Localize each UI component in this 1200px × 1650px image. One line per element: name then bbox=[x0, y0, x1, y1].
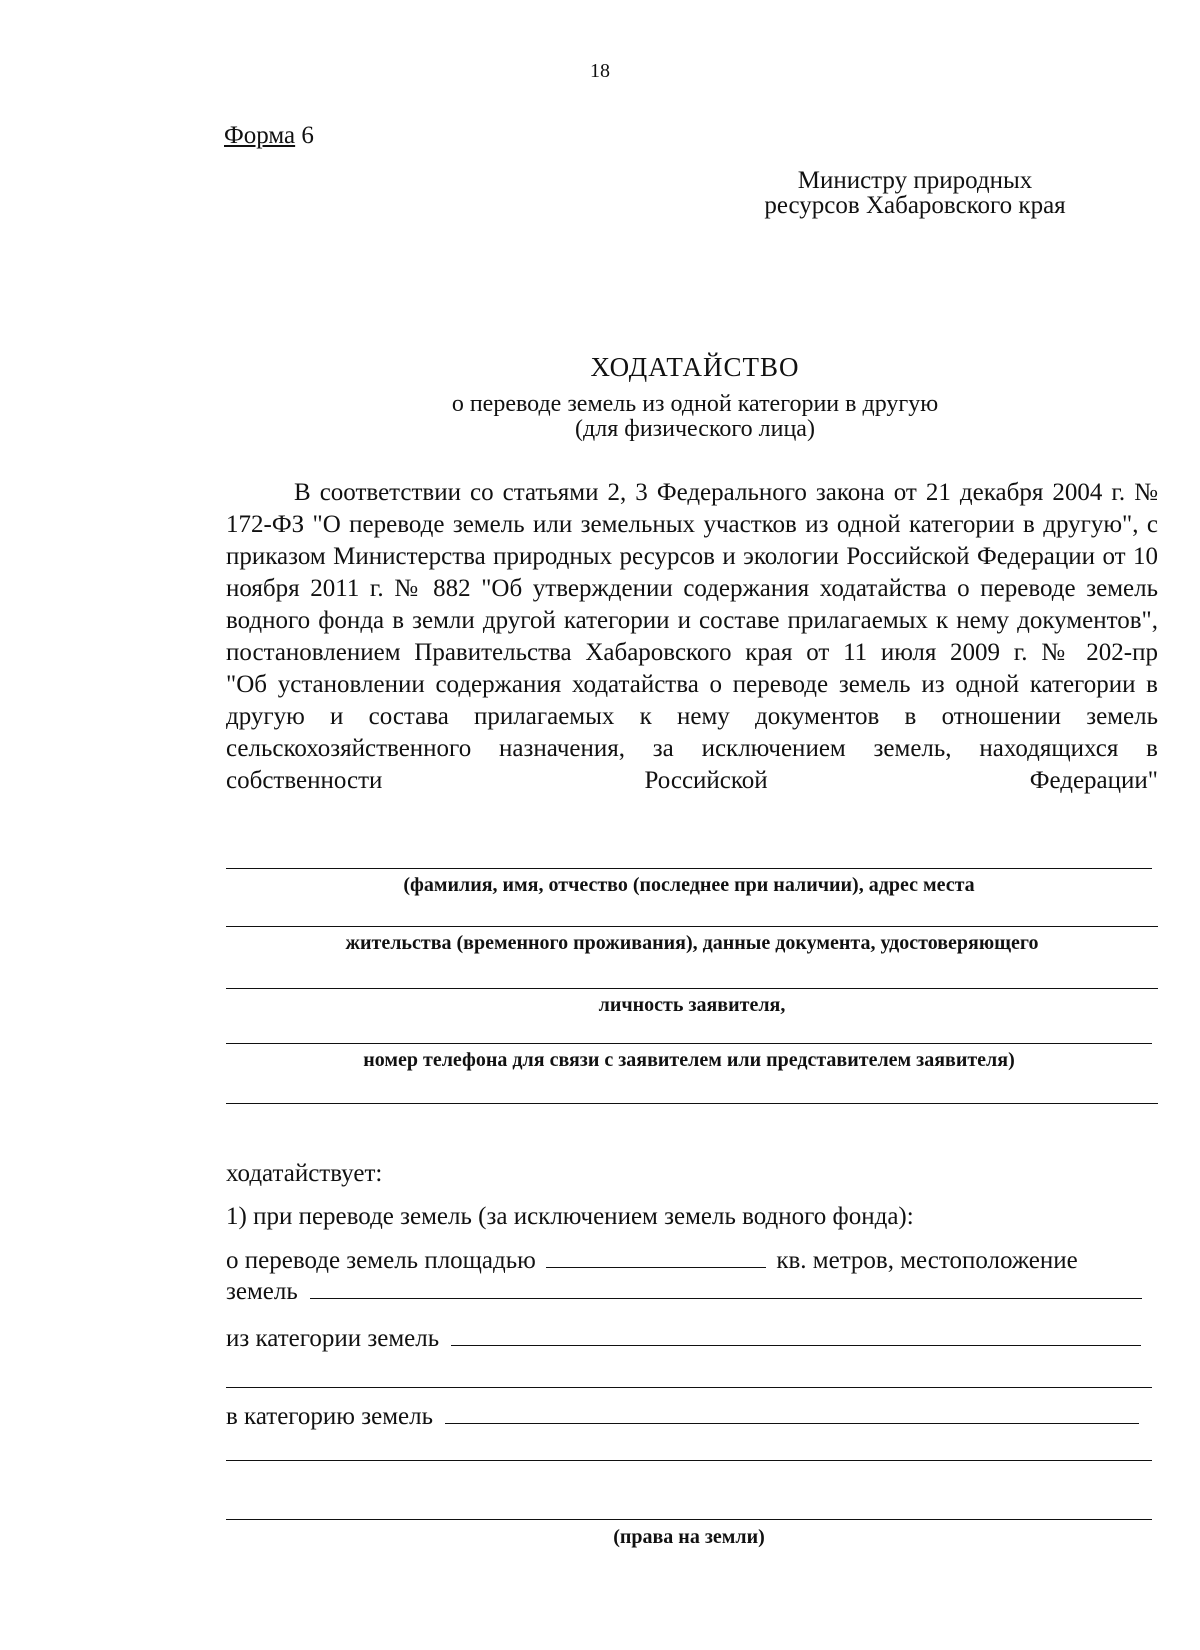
to-category-row bbox=[226, 1403, 1139, 1431]
subtitle-line-1: о переводе земель из одной категории в другую bbox=[451, 391, 939, 417]
document-title: ХОДАТАЙСТВО bbox=[590, 352, 800, 382]
from-category-row bbox=[226, 1325, 1141, 1353]
applicant-line-4[interactable] bbox=[226, 1043, 1152, 1044]
from-category-line-2[interactable] bbox=[226, 1387, 1152, 1388]
form-label bbox=[224, 122, 314, 150]
page-number: 18 bbox=[590, 60, 610, 82]
caption-name-address: (фамилия, имя, отчество (последнее при наличии), адрес места bbox=[403, 874, 975, 896]
addressee-line-2: ресурсов Хабаровского края bbox=[764, 192, 1066, 219]
area-suffix: кв. метров, местоположение bbox=[776, 1247, 1078, 1274]
area-row bbox=[226, 1247, 1078, 1275]
form-label-number: 6 bbox=[301, 122, 314, 149]
applicant-line-3[interactable] bbox=[226, 988, 1158, 989]
location-row bbox=[226, 1278, 1142, 1306]
caption-identity: личность заявителя, bbox=[598, 994, 786, 1016]
caption-residence-document: жительства (временного проживания), данные документа, удостоверяющего bbox=[345, 932, 1039, 954]
area-field[interactable] bbox=[546, 1266, 766, 1268]
to-category-label: в категорию земель bbox=[226, 1403, 433, 1430]
body-paragraph-1: В соответствии со статьями 2, 3 Федерального закона от 21 декабря 2004 г. № 172-ФЗ "О переводе земель или земельных участков из одной категории в другую", с приказом Министерства природных ресурсов и экологии Российской Федерации от 10 ноября 2011 г. № 882 "Об утверждении содержания ходатайства о переводе земель водного фонда в земли другой категории и составе прилагаемых к нему документов", постановлением Правительства Хабаровского края от 11 июля 2009 г. № 202-пр bbox=[226, 479, 1158, 666]
applicant-line-2[interactable] bbox=[226, 926, 1158, 927]
document-subtitle bbox=[0, 392, 1200, 442]
applicant-line-5[interactable] bbox=[226, 1103, 1158, 1104]
body-paragraph bbox=[226, 477, 1158, 797]
body-paragraph-2: "Об установлении содержания ходатайства о переводе земель из одной категории в другую и состава прилагаемых к нему документов в отношении земель сельскохозяйственного назначения, за исключением земель, находящихся в собственности Российской Федерации" bbox=[226, 671, 1158, 794]
from-category-field[interactable] bbox=[451, 1344, 1141, 1346]
caption-land-rights: (права на земли) bbox=[613, 1526, 765, 1548]
location-field[interactable] bbox=[310, 1297, 1142, 1299]
land-rights-line[interactable] bbox=[226, 1519, 1152, 1520]
form-label-word: Форма bbox=[224, 122, 296, 149]
from-category-label: из категории земель bbox=[226, 1325, 440, 1352]
subtitle-line-2: (для физического лица) bbox=[575, 416, 815, 442]
petitions-label: ходатайствует: bbox=[226, 1160, 383, 1187]
to-category-field[interactable] bbox=[445, 1422, 1139, 1424]
item-1-heading: 1) при переводе земель (за исключением земель водного фонда): bbox=[226, 1203, 914, 1230]
to-category-line-2[interactable] bbox=[226, 1460, 1152, 1461]
area-prefix: о переводе земель площадью bbox=[226, 1247, 536, 1274]
applicant-line-1[interactable] bbox=[226, 868, 1152, 869]
caption-phone: номер телефона для связи с заявителем или представителем заявителя) bbox=[363, 1049, 1015, 1071]
addressee-line-1: Министру природных bbox=[797, 167, 1033, 194]
addressee bbox=[700, 168, 1130, 218]
lands-label: земель bbox=[226, 1278, 298, 1305]
